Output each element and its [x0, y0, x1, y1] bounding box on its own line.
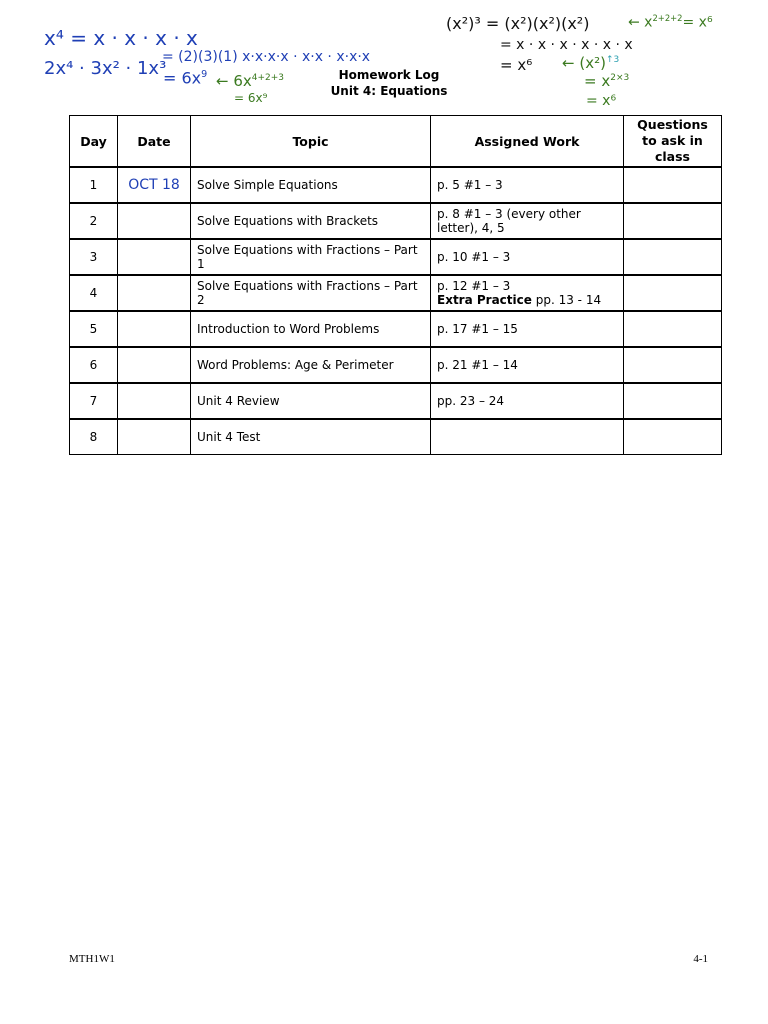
topic-cell: Solve Simple Equations: [191, 167, 431, 203]
handwritten-exponent-definition: x⁴ = x · x · x · x: [44, 26, 198, 50]
questions-cell[interactable]: [624, 419, 722, 455]
day-cell: 2: [70, 203, 118, 239]
column-header-date: Date: [118, 116, 191, 168]
column-header-questions: Questions to ask in class: [624, 116, 722, 168]
topic-cell: Introduction to Word Problems: [191, 311, 431, 347]
work-cell: [431, 275, 624, 311]
table-row: [70, 419, 722, 455]
homework-log-table: [69, 115, 722, 455]
work-cell: [431, 419, 624, 455]
questions-cell[interactable]: [624, 347, 722, 383]
topic-cell: Unit 4 Review: [191, 383, 431, 419]
questions-cell[interactable]: [624, 167, 722, 203]
handwritten-product-result: = $6x^9$: [163, 68, 208, 88]
table-row: [70, 347, 722, 383]
handwritten-power-result: = x⁶: [500, 56, 533, 74]
extra-practice-line: [437, 293, 617, 307]
extra-practice-pages: pp. 13 - 14: [531, 293, 602, 307]
day-cell: 3: [70, 239, 118, 275]
column-header-assigned-work: Assigned Work: [431, 116, 624, 168]
topic-cell: Solve Equations with Brackets: [191, 203, 431, 239]
handwritten-exponent-sum: ← $6x^{4+2+3}$: [216, 72, 285, 90]
footer-page-number: 4-1: [693, 953, 708, 965]
date-cell[interactable]: [118, 419, 191, 455]
handwritten-product-expression: 2x⁴ · 3x² · 1x³: [44, 58, 167, 79]
handwritten-exponent-result: = 6x⁹: [234, 91, 268, 105]
page-subtitle: Unit 4: Equations: [330, 84, 448, 98]
handwritten-power-expansion: = x · x · x · x · x · x: [500, 37, 633, 53]
date-cell[interactable]: [118, 347, 191, 383]
day-cell: 8: [70, 419, 118, 455]
questions-cell[interactable]: [624, 311, 722, 347]
table-row: [70, 167, 722, 203]
questions-cell[interactable]: [624, 383, 722, 419]
handwritten-date: OCT 18: [128, 177, 180, 193]
footer-course-code: MTH1W1: [69, 953, 115, 965]
work-cell: p. 10 #1 – 3: [431, 239, 624, 275]
topic-cell: Unit 4 Test: [191, 419, 431, 455]
extra-practice-label: Extra Practice: [437, 293, 532, 307]
work-cell: p. 21 #1 – 14: [431, 347, 624, 383]
topic-cell: Solve Equations with Fractions – Part 2: [191, 275, 431, 311]
questions-cell[interactable]: [624, 203, 722, 239]
date-cell[interactable]: [118, 275, 191, 311]
handwritten-power-arrow: ← $x^{2+2+2}= x^6$: [628, 13, 713, 31]
questions-cell[interactable]: [624, 275, 722, 311]
work-cell: p. 17 #1 – 15: [431, 311, 624, 347]
handwritten-power-of-power: (x²)³ = (x²)(x²)(x²): [446, 14, 590, 33]
handwritten-product-expansion: = (2)(3)(1) x·x·x·x · x·x · x·x·x: [162, 49, 371, 65]
topic-cell: Solve Equations with Fractions – Part 1: [191, 239, 431, 275]
handwritten-power-multiply: = $x^{2\times 3}$: [584, 72, 630, 90]
questions-cell[interactable]: [624, 239, 722, 275]
topic-cell: Word Problems: Age & Perimeter: [191, 347, 431, 383]
table-header-row: [70, 116, 722, 168]
work-cell: pp. 23 – 24: [431, 383, 624, 419]
work-text: p. 12 #1 – 3: [437, 279, 511, 293]
column-header-topic: Topic: [191, 116, 431, 168]
handwritten-power-rule: ← $(x^2)^{↑3}$: [562, 54, 620, 72]
table-row: [70, 383, 722, 419]
day-cell: 1: [70, 167, 118, 203]
handwritten-power-final: = x⁶: [586, 93, 617, 109]
date-cell[interactable]: [118, 383, 191, 419]
table-row: [70, 239, 722, 275]
date-cell[interactable]: [118, 239, 191, 275]
day-cell: 6: [70, 347, 118, 383]
column-header-day: Day: [70, 116, 118, 168]
date-cell[interactable]: [118, 203, 191, 239]
day-cell: 5: [70, 311, 118, 347]
work-cell: p. 5 #1 – 3: [431, 167, 624, 203]
date-cell[interactable]: [118, 311, 191, 347]
day-cell: 7: [70, 383, 118, 419]
table-row: [70, 275, 722, 311]
page-title: Homework Log: [338, 68, 440, 82]
work-cell: p. 8 #1 – 3 (every other letter), 4, 5: [431, 203, 624, 239]
table-row: [70, 203, 722, 239]
day-cell: 4: [70, 275, 118, 311]
table-row: [70, 311, 722, 347]
date-cell[interactable]: [118, 167, 191, 203]
